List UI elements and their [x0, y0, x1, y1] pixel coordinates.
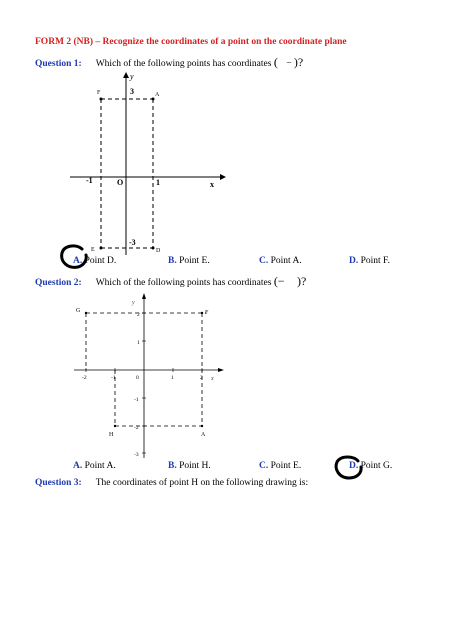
point-d-label: D: [156, 248, 161, 254]
q2-selection-circle: [332, 453, 366, 483]
question-2-label: Question 2:: [35, 278, 82, 288]
q2-answer-d-letter: D.: [349, 461, 359, 471]
question-3: [35, 478, 308, 488]
question-1: [35, 55, 303, 70]
y-axis-arrow: [123, 72, 129, 78]
point-e-label: E: [91, 247, 95, 253]
point-e-dot: [100, 247, 103, 250]
q2-answer-a-letter: A.: [73, 461, 83, 471]
x-axis-arrow: [218, 368, 224, 372]
y-axis-label: y: [132, 300, 135, 306]
question-1-label: Question 1:: [35, 59, 82, 69]
question-2-text: Which of the following points has coordinates: [95, 278, 272, 288]
page-title: FORM 2 (NB) – Recognize the coordinates of a point on the coordinate plane: [35, 37, 347, 47]
question-1-text: Which of the following points has coordinates: [95, 59, 272, 69]
q1-answer-d-letter: D.: [349, 256, 359, 266]
point-d-dot: [152, 247, 155, 250]
x-axis-label: x: [210, 180, 214, 189]
q1-answer-a-letter: A.: [73, 256, 83, 266]
x-axis-label: x: [211, 376, 214, 382]
origin-label: O: [117, 178, 124, 187]
y-tick-minus-2: -2: [134, 425, 139, 431]
q1-answer-b-text: Point E.: [179, 256, 210, 266]
q1-answer-d[interactable]: [349, 256, 390, 266]
point-f-dot: [100, 98, 103, 101]
x-tick-minus-2: -2: [82, 375, 87, 381]
point-f-label: F: [97, 90, 101, 96]
question-3-text: The coordinates of point H on the following drawing is:: [95, 478, 309, 488]
q2-answer-d-text: Point G.: [360, 461, 393, 471]
point-a-dot: [201, 425, 203, 427]
question-2: [35, 274, 306, 289]
question-2-paren-close: )?: [296, 274, 307, 288]
dashed-guides: [86, 313, 206, 426]
y-axis-label: y: [130, 72, 134, 81]
point-h-label: H: [109, 432, 114, 438]
x-axis-arrow: [220, 174, 226, 180]
x-tick-1: 1: [171, 375, 174, 381]
question-1-paren-close: )?: [293, 55, 304, 69]
question-3-label: Question 3:: [35, 478, 82, 488]
x-tick-1: 1: [156, 178, 160, 187]
question-1-graph: [60, 70, 230, 260]
q1-answer-c-text: Point A.: [270, 256, 302, 266]
q1-answer-d-text: Point F.: [360, 256, 390, 266]
point-h-dot: [114, 425, 116, 427]
q2-answer-a-text: Point A.: [84, 461, 116, 471]
x-tick-0: 0: [136, 375, 139, 381]
q1-answer-c-letter: C.: [259, 256, 269, 266]
x-tick-2: 2: [200, 375, 203, 381]
q2-answer-c[interactable]: [259, 461, 301, 471]
y-tick-1: 1: [137, 340, 140, 346]
q2-answer-c-letter: C.: [259, 461, 269, 471]
point-f-label: F: [205, 310, 209, 316]
point-g-dot: [85, 312, 87, 314]
q1-answer-a-text: Point D.: [84, 256, 117, 266]
q2-answer-b-text: Point H.: [179, 461, 211, 471]
question-2-graph: [70, 292, 230, 460]
y-tick-2: 2: [137, 312, 140, 318]
q2-answer-b-letter: B.: [168, 461, 177, 471]
q2-answer-c-text: Point E.: [270, 461, 302, 471]
y-tick-minus-1: -1: [134, 397, 139, 403]
q2-answer-a[interactable]: [73, 461, 116, 471]
y-axis-arrow: [142, 293, 146, 299]
dashed-rectangle: [101, 99, 153, 248]
y-tick-3: 3: [130, 87, 134, 96]
q1-answer-b-letter: B.: [168, 256, 177, 266]
question-1-paren-mid: −: [286, 59, 292, 69]
y-tick-minus-3: -3: [129, 238, 136, 247]
question-1-paren-open: (: [273, 55, 278, 69]
question-2-paren-open: (−: [273, 274, 285, 288]
y-tick-minus-3: -3: [134, 452, 139, 458]
point-a-label: A: [155, 92, 160, 98]
point-f-dot: [201, 312, 203, 314]
q1-answer-b[interactable]: [168, 256, 210, 266]
point-g-label: G: [76, 308, 81, 314]
q1-selection-circle: [58, 243, 92, 273]
point-a-label: A: [201, 432, 206, 438]
q1-answer-c[interactable]: [259, 256, 302, 266]
q2-answer-b[interactable]: [168, 461, 211, 471]
x-tick-minus-1: -1: [111, 375, 116, 381]
x-tick-minus-1: -1: [86, 176, 93, 185]
